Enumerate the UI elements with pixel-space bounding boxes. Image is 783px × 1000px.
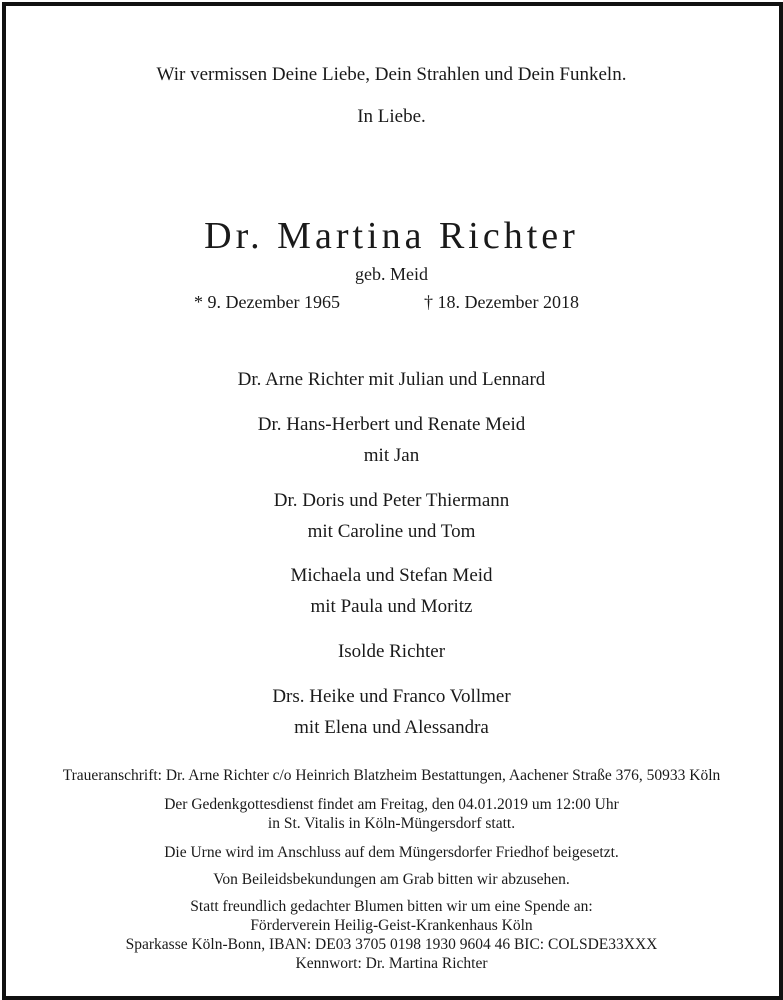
birth-name: geb. Meid	[355, 264, 428, 284]
memorial-service-line-1: Der Gedenkgottesdienst findet am Freitag, den 04.01.2019 um 12:00 Uhr	[164, 796, 619, 813]
mourning-address: Traueranschrift: Dr. Arne Richter c/o Heinrich Blatzheim Bestattungen, Aachener Straße 376, 50933 Köln	[62, 767, 721, 784]
opening-quote: Wir vermissen Deine Liebe, Dein Strahlen und Dein Funkeln.	[156, 64, 627, 85]
bank-details: Sparkasse Köln-Bonn, IBAN: DE03 3705 0198 1930 9604 46 BIC: COLSDE33XXX	[125, 936, 658, 953]
urn-burial-note: Die Urne wird im Anschluss auf dem Müngersdorfer Friedhof beigesetzt.	[164, 844, 619, 861]
family-entry-5: Isolde Richter	[337, 641, 446, 662]
condolence-note: Von Beileidsbekundungen am Grab bitten wir abzusehen.	[213, 871, 570, 888]
death-date: † 18. Dezember 2018	[424, 292, 579, 312]
family-entry-4: Michaela und Stefan Meid	[290, 565, 493, 586]
closing-phrase: In Liebe.	[357, 106, 426, 127]
family-entry-1: Dr. Arne Richter mit Julian und Lennard	[237, 369, 546, 390]
memorial-service-line-2: in St. Vitalis in Köln-Müngersdorf statt.	[267, 815, 516, 832]
family-entry-2-children: mit Jan	[363, 445, 420, 466]
deceased-name: Dr. Martina Richter	[204, 215, 579, 257]
family-entry-4-children: mit Paula und Moritz	[310, 596, 473, 617]
donation-recipient: Förderverein Heilig-Geist-Krankenhaus Köln	[250, 917, 533, 934]
birth-date: * 9. Dezember 1965	[194, 292, 340, 312]
family-entry-6-children: mit Elena und Alessandra	[294, 717, 489, 738]
family-entry-3-children: mit Caroline und Tom	[307, 521, 476, 542]
family-entry-2: Dr. Hans-Herbert und Renate Meid	[257, 414, 526, 435]
donation-request: Statt freundlich gedachter Blumen bitten wir um eine Spende an:	[190, 898, 593, 915]
donation-keyword: Kennwort: Dr. Martina Richter	[295, 955, 488, 972]
family-entry-6: Drs. Heike und Franco Vollmer	[272, 686, 511, 707]
family-entry-3: Dr. Doris und Peter Thiermann	[273, 490, 510, 511]
